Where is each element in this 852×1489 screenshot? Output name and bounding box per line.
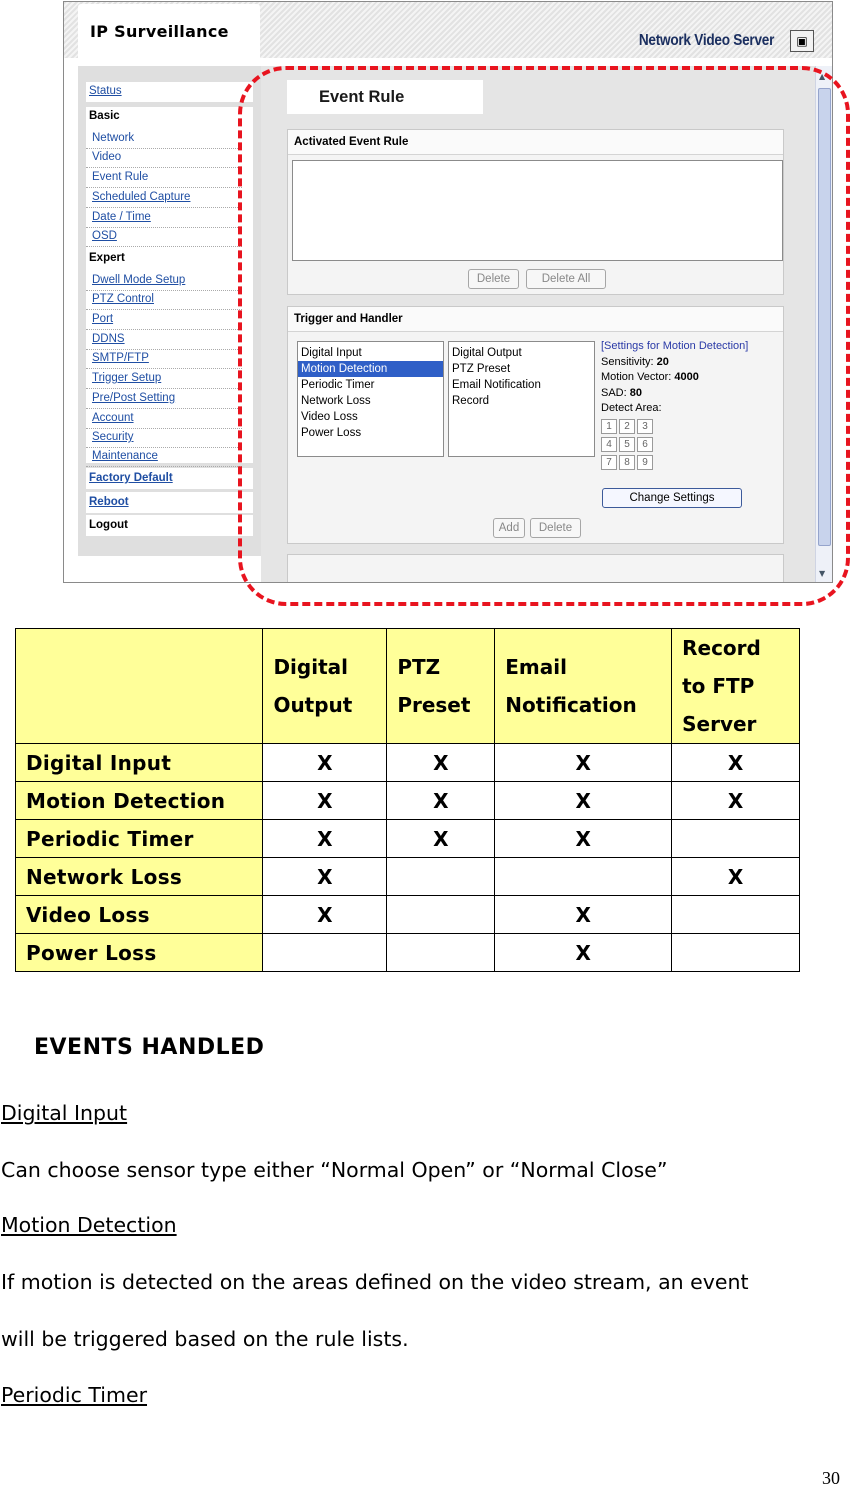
server-name: Network Video Server (638, 32, 774, 49)
matrix-row (16, 782, 800, 820)
matrix-cell: X (387, 782, 495, 820)
scroll-down-icon[interactable]: ▼ (819, 569, 826, 578)
matrix-row-label: Network Loss (16, 858, 263, 896)
sensitivity-value: 20 (656, 355, 669, 368)
detect-area-label: Detect Area: (601, 402, 662, 414)
matrix-row-label: Power Loss (16, 934, 263, 972)
event-handler-matrix (15, 628, 800, 972)
highlight-oval (238, 66, 850, 606)
matrix-header: PTZ Preset (387, 629, 495, 744)
sidebar-item-trigger-setup[interactable]: Trigger Setup (86, 369, 242, 389)
handler-option[interactable]: Record (452, 395, 490, 407)
sidebar-item-security[interactable]: Security (86, 428, 242, 448)
sidebar-item-reboot[interactable]: Reboot (89, 496, 129, 508)
sidebar-logout-block (86, 515, 253, 536)
add-rule-button[interactable]: Add (493, 518, 525, 538)
matrix-cell: X (387, 744, 495, 782)
sad-label: SAD: (601, 386, 627, 399)
detect-area-cell[interactable]: 4 (601, 437, 617, 452)
matrix-cell: X (263, 820, 387, 858)
matrix-row (16, 820, 800, 858)
matrix-cell (672, 934, 800, 972)
matrix-header: Email Notification (495, 629, 672, 744)
matrix-row-label: Digital Input (16, 744, 263, 782)
matrix-cell (263, 934, 387, 972)
sidebar-factory-block (86, 468, 253, 489)
detect-area-cell[interactable]: 5 (619, 437, 635, 452)
matrix-cell: X (495, 782, 672, 820)
handler-option[interactable]: Email Notification (452, 379, 541, 391)
sidebar-item-dwell-mode[interactable]: Dwell Mode Setup (86, 271, 242, 291)
detect-area-cell[interactable]: 1 (601, 419, 617, 434)
app-header (64, 2, 832, 58)
trigger-option[interactable]: Video Loss (301, 411, 358, 423)
trigger-option[interactable]: Periodic Timer (301, 379, 375, 391)
matrix-header: Record to FTP Server (672, 629, 800, 744)
trigger-option[interactable]: Network Loss (301, 395, 371, 407)
sensitivity-label: Sensitivity: (601, 355, 654, 368)
app-title: IP Surveillance (90, 22, 229, 41)
page-title: Event Rule (319, 88, 405, 106)
sidebar-item-logout[interactable]: Logout (89, 519, 128, 531)
sidebar-status-block (86, 82, 253, 102)
sidebar-reboot-block (86, 492, 253, 513)
digital-input-title: Digital Input (1, 1101, 128, 1125)
matrix-cell (672, 820, 800, 858)
sidebar-item-network[interactable]: Network (86, 129, 242, 149)
sidebar-item-port[interactable]: Port (86, 310, 242, 330)
handler-option[interactable]: Digital Output (452, 347, 522, 359)
settings-title: [Settings for Motion Detection] (601, 340, 749, 352)
matrix-row-label: Motion Detection (16, 782, 263, 820)
matrix-cell: X (263, 744, 387, 782)
activated-panel-title: Activated Event Rule (288, 130, 783, 155)
sad-value: 80 (629, 386, 642, 399)
motion-vector-value: 4000 (674, 371, 699, 383)
matrix-row-label: Periodic Timer (16, 820, 263, 858)
sidebar-item-date-time[interactable]: Date / Time (86, 208, 242, 228)
sidebar (78, 66, 261, 556)
matrix-header-row (16, 629, 800, 744)
matrix-row (16, 896, 800, 934)
delete-handler-button[interactable]: Delete (530, 518, 581, 538)
sidebar-item-status[interactable]: Status (89, 85, 122, 97)
periodic-timer-title: Periodic Timer (1, 1383, 148, 1407)
trigger-option[interactable]: Digital Input (301, 347, 362, 359)
matrix-row (16, 934, 800, 972)
matrix-cell: X (672, 744, 800, 782)
sidebar-expert-block (86, 248, 253, 463)
sidebar-item-scheduled-capture[interactable]: Scheduled Capture (86, 188, 242, 208)
sidebar-item-ptz-control[interactable]: PTZ Control (86, 290, 242, 310)
matrix-header: Digital Output (263, 629, 387, 744)
handler-option[interactable]: PTZ Preset (452, 363, 511, 375)
matrix-row (16, 858, 800, 896)
motion-vector-label: Motion Vector: (601, 371, 672, 383)
digital-input-text: Can choose sensor type either “Normal Open” or “Normal Close” (1, 1158, 668, 1182)
matrix-cell: X (263, 896, 387, 934)
matrix-cell (672, 896, 800, 934)
trigger-panel-title: Trigger and Handler (288, 307, 783, 332)
detect-area-cell[interactable]: 2 (619, 419, 635, 434)
detect-area-cell[interactable]: 9 (637, 455, 653, 470)
section-heading: EVENTS HANDLED (34, 1035, 265, 1060)
snapshot-icon[interactable]: ▣ (790, 30, 814, 52)
matrix-cell: X (495, 934, 672, 972)
matrix-cell: X (672, 858, 800, 896)
sidebar-item-osd[interactable]: OSD (86, 227, 242, 247)
sidebar-heading-expert: Expert (89, 252, 125, 264)
motion-detection-title: Motion Detection (1, 1213, 177, 1237)
matrix-cell (387, 896, 495, 934)
sidebar-item-event-rule[interactable]: Event Rule (86, 168, 242, 188)
matrix-cell: X (495, 744, 672, 782)
matrix-cell: X (387, 820, 495, 858)
trigger-option[interactable]: Power Loss (301, 427, 362, 439)
sidebar-item-smtp-ftp[interactable]: SMTP/FTP (86, 349, 242, 369)
matrix-row (16, 744, 800, 782)
matrix-cell: X (672, 782, 800, 820)
logo-tab (78, 4, 260, 58)
matrix-cell (387, 934, 495, 972)
matrix-row-label: Video Loss (16, 896, 263, 934)
scroll-up-icon[interactable]: ▲ (819, 72, 826, 81)
detect-area-cell[interactable]: 6 (637, 437, 653, 452)
matrix-cell (495, 858, 672, 896)
matrix-cell: X (495, 820, 672, 858)
change-settings-button[interactable]: Change Settings (602, 488, 742, 508)
sidebar-item-ddns[interactable]: DDNS (86, 330, 242, 350)
detect-area-cell[interactable]: 7 (601, 455, 617, 470)
sidebar-item-pre-post[interactable]: Pre/Post Setting (86, 389, 242, 409)
sidebar-item-factory-default[interactable]: Factory Default (89, 472, 173, 484)
sidebar-item-account[interactable]: Account (86, 409, 242, 429)
detect-area-cell[interactable]: 3 (637, 419, 653, 434)
delete-all-button[interactable]: Delete All (526, 269, 606, 289)
matrix-corner (16, 629, 263, 744)
sidebar-basic-block (86, 107, 253, 248)
motion-detection-text-1: If motion is detected on the areas defined on the video stream, an event (1, 1270, 749, 1294)
trigger-option-selected[interactable]: Motion Detection (298, 361, 443, 377)
matrix-cell: X (263, 858, 387, 896)
sidebar-item-video[interactable]: Video (86, 148, 242, 168)
motion-detection-text-2: will be triggered based on the rule lists. (1, 1327, 409, 1351)
detect-area-cell[interactable]: 8 (619, 455, 635, 470)
matrix-cell (387, 858, 495, 896)
sidebar-heading-basic: Basic (89, 110, 120, 122)
sidebar-item-maintenance[interactable]: Maintenance (86, 447, 242, 467)
delete-rule-button[interactable]: Delete (468, 269, 519, 289)
matrix-cell: X (495, 896, 672, 934)
matrix-cell: X (263, 782, 387, 820)
page-number: 30 (822, 1468, 840, 1488)
